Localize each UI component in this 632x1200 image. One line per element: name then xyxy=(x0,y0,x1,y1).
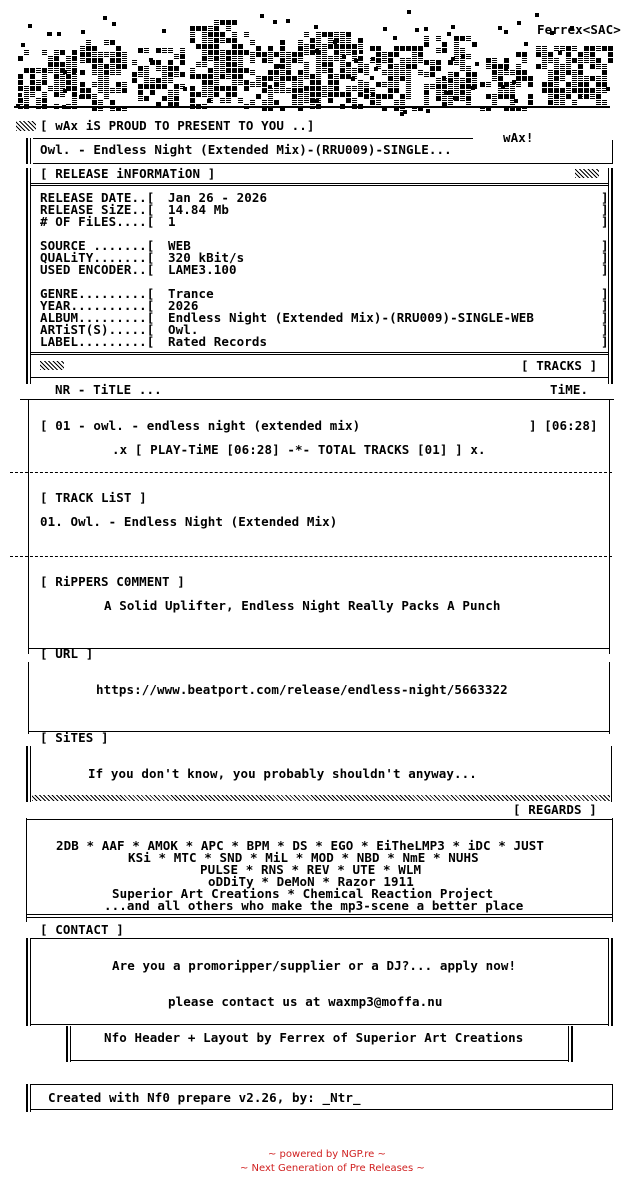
contact-heading: [ CONTACT ] xyxy=(40,922,124,937)
regards-line: oDDiTy * DeMoN * Razor 1911 xyxy=(208,874,414,889)
intro-text: [ wAx iS PROUD TO PRESENT TO YOU ..] xyxy=(40,118,315,133)
layout-credit: Nfo Header + Layout by Ferrex of Superior Art Creations xyxy=(104,1030,524,1045)
rippers-comment-text: A Solid Uplifter, Endless Night Really Packs A Punch xyxy=(104,598,501,613)
info-label: RELEASE DATE..[ xyxy=(40,190,155,205)
sites-text: If you don't know, you probably shouldn't anyway... xyxy=(88,766,477,781)
info-label: LABEL.........[ xyxy=(40,334,155,349)
regards-heading: [ REGARDS ] xyxy=(513,802,597,817)
info-label: GENRE.........[ xyxy=(40,286,155,301)
url-heading: [ URL ] xyxy=(40,646,94,661)
info-label: QUALiTY.......[ xyxy=(40,250,155,265)
contact-line-1: Are you a promoripper/supplier or a DJ?... apply now! xyxy=(112,958,517,973)
info-value: 2026 xyxy=(168,298,199,313)
release-info-heading: [ RELEASE iNFORMATiON ] xyxy=(40,166,216,181)
rippers-comment-heading: [ RiPPERS C0MMENT ] xyxy=(40,574,185,589)
regards-line: 2DB * AAF * AMOK * APC * BPM * DS * EGO * EiTheLMP3 * iDC * JUST xyxy=(56,838,545,853)
info-value: 320 kBit/s xyxy=(168,250,245,265)
group-tag: wAx! xyxy=(503,130,534,145)
info-label: USED ENCODER..[ xyxy=(40,262,155,277)
regards-line: PULSE * RNS * REV * UTE * WLM xyxy=(200,862,422,877)
info-label: # OF FiLES....[ xyxy=(40,214,155,229)
author-tag: Ferrex<SAC> xyxy=(537,22,621,37)
track-time: ] [06:28] xyxy=(529,418,598,433)
info-value: Endless Night (Extended Mix)-(RRU009)-SINGLE-WEB xyxy=(168,310,535,325)
release-title: Owl. - Endless Night (Extended Mix)-(RRU009)-SINGLE... xyxy=(40,142,452,157)
track-title: [ 01 - owl. - endless night (extended mix) xyxy=(40,418,361,433)
info-value: Jan 26 - 2026 xyxy=(168,190,268,205)
info-label: ALBUM.........[ xyxy=(40,310,155,325)
info-value: Trance xyxy=(168,286,214,301)
created-with-text: Created with Nf0 prepare v2.26, by: _Ntr_ xyxy=(48,1090,361,1105)
info-label: ARTiST(S).....[ xyxy=(40,322,155,337)
info-value: Owl. xyxy=(168,322,199,337)
info-value: 14.84 Mb xyxy=(168,202,230,217)
wax-ascii-logo xyxy=(10,10,626,122)
regards-line: KSi * MTC * SND * MiL * MOD * NBD * NmE * NUHS xyxy=(128,850,479,865)
tracks-summary: .x [ PLAY-TiME [06:28] -*- TOTAL TRACKS [01] ] x. xyxy=(112,442,486,457)
regards-line: ...and all others who make the mp3-scene a better place xyxy=(104,898,524,913)
powered-by[interactable]: ~ powered by NGP.re ~ xyxy=(268,1149,386,1160)
info-label: RELEASE SiZE..[ xyxy=(40,202,155,217)
info-value: WEB xyxy=(168,238,191,253)
info-label: SOURCE .......[ xyxy=(40,238,155,253)
info-value: Rated Records xyxy=(168,334,268,349)
info-value: LAME3.100 xyxy=(168,262,237,277)
track-list-heading: [ TRACK LiST ] xyxy=(40,490,147,505)
col-time: TiME. xyxy=(550,382,589,397)
regards-line: Superior Art Creations * Chemical Reaction Project xyxy=(112,886,494,901)
contact-email[interactable]: please contact us at waxmp3@moffa.nu xyxy=(168,994,443,1009)
tracks-heading: [ TRACKS ] xyxy=(521,358,598,373)
track-list-item: 01. Owl. - Endless Night (Extended Mix) xyxy=(40,514,338,529)
sites-heading: [ SiTES ] xyxy=(40,730,109,745)
url-link[interactable]: https://www.beatport.com/release/endless-night/5663322 xyxy=(96,682,508,697)
info-value: 1 xyxy=(168,214,176,229)
tagline: ~ Next Generation of Pre Releases ~ xyxy=(240,1163,425,1174)
info-label: YEAR..........[ xyxy=(40,298,155,313)
intro-hatch xyxy=(16,121,36,131)
col-nr-title: NR - TiTLE ... xyxy=(55,382,162,397)
